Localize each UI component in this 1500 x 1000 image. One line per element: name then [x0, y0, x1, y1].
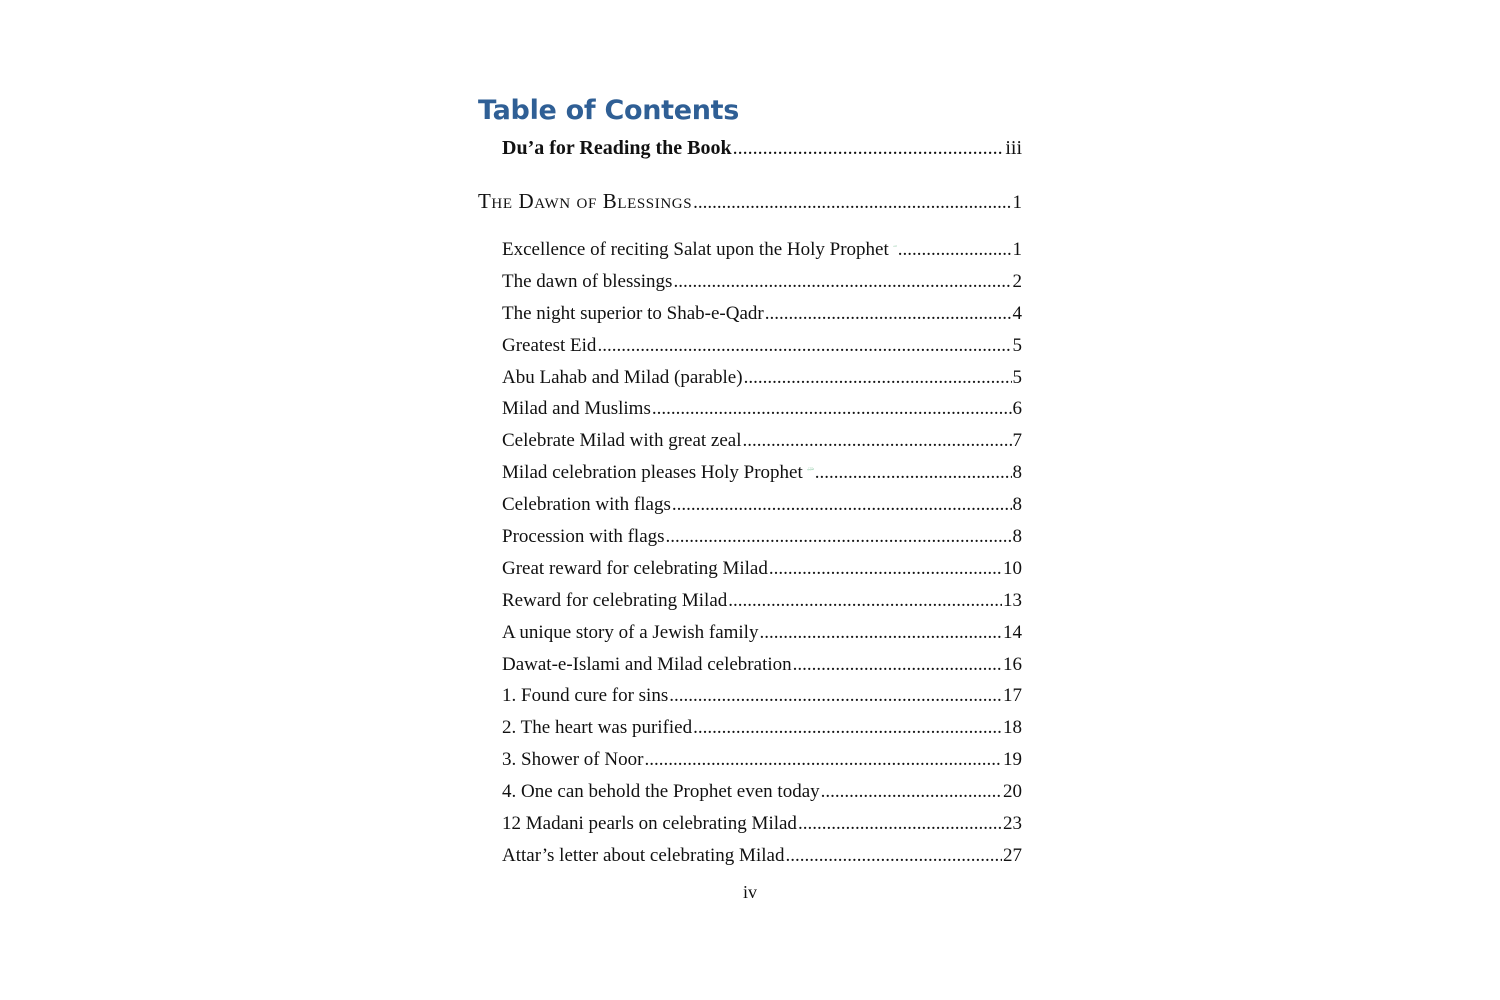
toc-entry[interactable] — [502, 553, 1022, 585]
dot-leader — [815, 457, 1012, 489]
toc-entry-page: 13 — [1003, 589, 1022, 611]
toc-entry-label: Celebration with flags — [502, 494, 671, 516]
dot-leader — [821, 776, 1002, 808]
dot-leader — [793, 649, 1002, 681]
toc-entry-label: Procession with flags — [502, 526, 665, 548]
toc-entry-label: Celebrate Milad with great zeal — [502, 430, 742, 452]
toc-entry-page: 17 — [1003, 685, 1022, 707]
dot-leader — [644, 744, 1002, 776]
toc-entry-label: The dawn of blessings — [502, 270, 673, 292]
toc-entry[interactable] — [502, 362, 1022, 394]
toc-entry-page: iii — [1005, 137, 1022, 159]
toc-entry[interactable] — [502, 808, 1022, 840]
toc-entry-page: 8 — [1012, 462, 1022, 484]
dot-leader — [759, 617, 1002, 649]
toc-entry[interactable] — [502, 298, 1022, 330]
toc-entry[interactable] — [502, 680, 1022, 712]
toc-chapter-heading[interactable] — [478, 184, 1022, 218]
dot-leader — [744, 362, 1012, 394]
toc-entry-page: 5 — [1012, 334, 1022, 356]
toc-entry-label: Reward for celebrating Milad — [502, 589, 728, 611]
toc-section-list — [478, 234, 1022, 872]
toc-entry-page: 8 — [1012, 494, 1022, 516]
toc-entry[interactable] — [502, 425, 1022, 457]
dot-leader — [693, 186, 1011, 218]
toc-entry-label: Dawat-e-Islami and Milad celebration — [502, 653, 792, 675]
toc-entry[interactable] — [502, 330, 1022, 362]
toc-entry[interactable] — [502, 840, 1022, 872]
dot-leader — [669, 680, 1002, 712]
page-title: Table of Contents — [478, 95, 740, 126]
toc-entry[interactable] — [502, 649, 1022, 681]
toc-entry-page: 8 — [1012, 526, 1022, 548]
toc-entry-page: 5 — [1012, 366, 1022, 388]
toc-entry-page: 4 — [1012, 302, 1022, 324]
toc-entry-label: The night superior to Shab-e-Qadr — [502, 302, 764, 324]
toc-entry-page: 2 — [1012, 270, 1022, 292]
toc-entry-label: 1. Found cure for sins — [502, 685, 669, 707]
toc-entry-page: 7 — [1012, 430, 1022, 452]
dot-leader — [652, 393, 1012, 425]
toc-entry-label: Great reward for celebrating Milad — [502, 557, 768, 579]
dot-leader — [733, 132, 1005, 164]
dot-leader — [898, 234, 1012, 266]
toc-entry-label: 12 Madani pearls on celebrating Milad — [502, 813, 797, 835]
toc-entry[interactable] — [502, 457, 1022, 489]
toc-page — [478, 92, 1022, 872]
toc-entry-label: 2. The heart was purified — [502, 717, 693, 739]
toc-entry-label: Milad and Muslims — [502, 398, 651, 420]
toc-entry-label: Attar’s letter about celebrating Milad — [502, 844, 785, 866]
dot-leader — [666, 521, 1012, 553]
dot-leader — [785, 840, 1002, 872]
dot-leader — [672, 489, 1012, 521]
chapter-page: 1 — [1012, 192, 1022, 213]
salutation-calligraphy-icon — [893, 237, 897, 255]
toc-entry-label: Excellence of reciting Salat upon the Holy Prophet — [502, 239, 889, 260]
toc-entry[interactable] — [502, 776, 1022, 808]
toc-entry-label: Du’a for Reading the Book — [502, 137, 732, 159]
toc-entry-dua[interactable] — [502, 132, 1022, 164]
toc-entry-label: Greatest Eid — [502, 334, 597, 356]
toc-entry-label: Abu Lahab and Milad (parable) — [502, 366, 743, 388]
toc-entry-page: 27 — [1003, 844, 1022, 866]
toc-entry-page: 20 — [1003, 781, 1022, 803]
toc-entry-page: 19 — [1003, 749, 1022, 771]
chapter-label: The Dawn of Blessings — [478, 189, 693, 213]
toc-entry[interactable] — [502, 585, 1022, 617]
toc-entry-page: 14 — [1003, 621, 1022, 643]
toc-entry[interactable] — [502, 489, 1022, 521]
page-number-footer: iv — [742, 882, 757, 902]
dot-leader — [597, 330, 1011, 362]
dot-leader — [765, 298, 1012, 330]
dot-leader — [693, 712, 1002, 744]
dot-leader — [743, 425, 1012, 457]
toc-entry-label: 3. Shower of Noor — [502, 749, 644, 771]
salutation-calligraphy-icon — [807, 460, 814, 478]
toc-entry[interactable] — [502, 266, 1022, 298]
dot-leader — [728, 585, 1002, 617]
dot-leader — [673, 266, 1011, 298]
dot-leader — [769, 553, 1002, 585]
toc-entry-page: 1 — [1012, 239, 1022, 260]
toc-entry-label: A unique story of a Jewish family — [502, 621, 759, 643]
dot-leader — [798, 808, 1002, 840]
toc-entry-page: 6 — [1012, 398, 1022, 420]
toc-entry-page: 10 — [1003, 557, 1022, 579]
toc-entry[interactable] — [502, 234, 1022, 266]
toc-entry[interactable] — [502, 617, 1022, 649]
toc-entry[interactable] — [502, 393, 1022, 425]
toc-entry-page: 16 — [1003, 653, 1022, 675]
toc-entry-page: 23 — [1003, 813, 1022, 835]
toc-entry[interactable] — [502, 744, 1022, 776]
toc-entry-label: 4. One can behold the Prophet even today — [502, 781, 820, 803]
toc-entry[interactable] — [502, 712, 1022, 744]
toc-entry[interactable] — [502, 521, 1022, 553]
toc-entry-page: 18 — [1003, 717, 1022, 739]
toc-entry-label: Milad celebration pleases Holy Prophet — [502, 462, 803, 484]
